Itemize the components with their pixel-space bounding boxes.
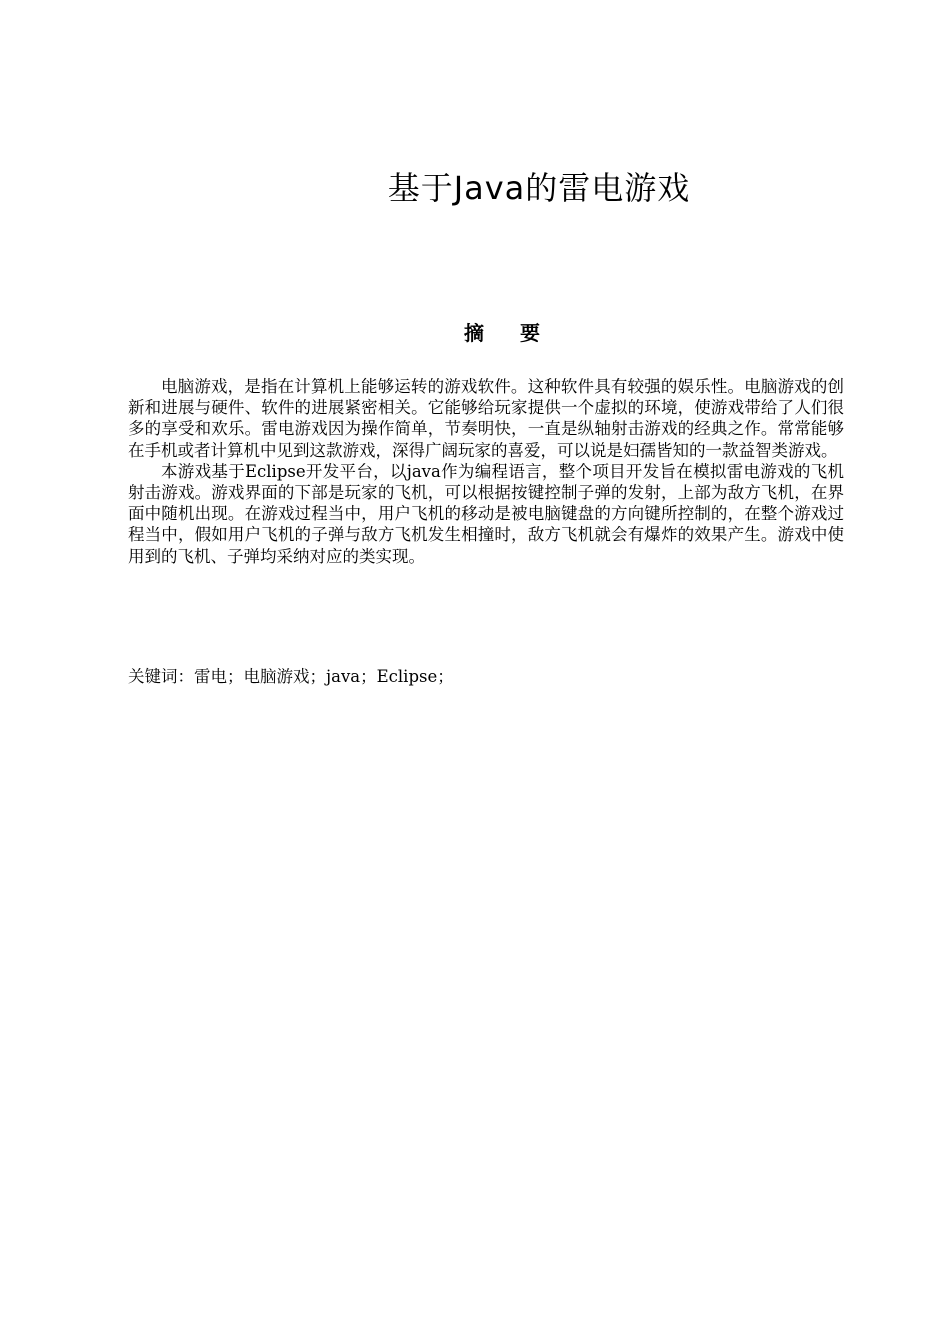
abstract-paragraph-1: 电脑游戏，是指在计算机上能够运转的游戏软件。这种软件具有较强的娱乐性。电脑游戏的创新和进展与硬件、软件的进展紧密相关。它能够给玩家提供一个虚拟的环境，使游戏带给了人们很多的享受和欢乐。雷电游戏因为操作简单，节奏明快，一直是纵轴射击游戏的经典之作。常常能够在手机或者计算机中见到这款游戏，深得广阔玩家的喜爱，可以说是妇孺皆知的一款益智类游戏。: [128, 377, 844, 460]
keywords-line: 关键词：雷电；电脑游戏；java；Eclipse；: [128, 667, 454, 686]
document-title: 基于Java的雷电游戏: [387, 169, 691, 207]
abstract-paragraph-2: 本游戏基于Eclipse开发平台，以java作为编程语言，整个项目开发旨在模拟雷电游戏的飞机射击游戏。游戏界面的下部是玩家的飞机，可以根据按键控制子弹的发射，上部为敌方飞机，在界面中随机出现。在游戏过程当中，用户飞机的移动是被电脑键盘的方向键所控制的，在整个游戏过程当中，假如用户飞机的子弹与敌方飞机发生相撞时，敌方飞机就会有爆炸的效果产生。游戏中使用到的飞机、子弹均采纳对应的类实现。: [128, 461, 844, 566]
abstract-body: [128, 376, 844, 567]
abstract-heading: 摘要: [464, 321, 576, 345]
